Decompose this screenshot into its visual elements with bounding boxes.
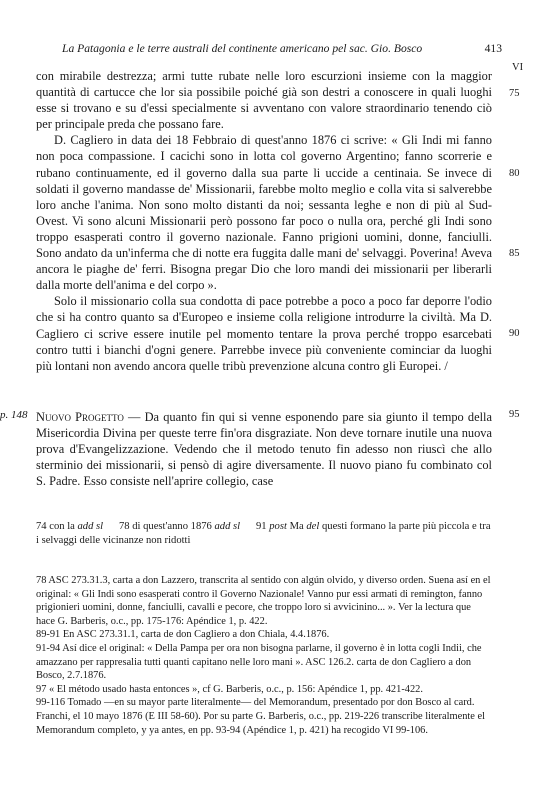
footnote: 99-116 Tomado —en su mayor parte literalmente— del Memorandum, presentado por don Bosco al card. Franchi, el 10 mayo 1876 (E III 58-60). Por su parte G. Barberis, o.c., pp. 219-226 transcribe literalmente el Memorandum completo, y ya antes, en pp. 93-94 (Apéndice 1, p. 421) ha recogido VI 99-106. — [36, 697, 485, 736]
main-text — [36, 68, 492, 374]
critical-apparatus — [36, 520, 492, 548]
apparatus-line-ref: 91 — [256, 521, 267, 532]
page-reference: p. 148 — [0, 409, 28, 421]
running-header — [62, 42, 502, 55]
paragraph: D. Cagliero in data dei 18 Febbraio di quest'anno 1876 ci scrive: « Gli Indi mi fanno non poca compassione. I cacichi sono in lotta col governo Argentino; fanno scorrerie e rubano continuamente, ed il governo dalla sua parte li uccide a centinaia. Se invece di soldati il governo mandasse de' Missionarii, farebbe molto meglio e colla vita si salverebbe loro anche l'anima. Non sono molto distanti da noi; sessanta leghe e non di più al Sud-Ovest. Vi sono alcuni Missionarii però possono far poco o nulla ora, perché gli Indi sono troppo esasperati contro il governo nazionale. Fanno prigioni uomini, donne, fanciulli. Sono andato da un'inferma che di notte era fuggita dalle mani de' selvaggi. Poverina! Aveva ancora le piaghe de' ferri. Bisogna pregar Dio che loro mandi dei missionarii per liberarli dalla morte dell'anima e del corpo ». — [36, 133, 492, 293]
footnote: 91-94 Así dice el original: « Della Pampa per ora non bisogna parlarne, il governo è in lotta cogli Indii, che amazzano per rappresalia tutti quanti capitano nelle loro mani ». ASC 126.2. carta de don Cagliero a don Bosco, 2.7.1876. — [36, 642, 482, 682]
paragraph: Solo il missionario colla sua condotta di pace potrebbe a poco a poco far deporre l'odio che si ha contro quanto sa d'Europeo e insieme colla religione introdurre la civiltà. Ma D. Cagliero ci scrive essere inutile pel momento tentare la prova perché troppo esarcebati contro tutti i bianchi d'ogni genere. Parrebbe invece più conveniente cominciar da luoghi più lontani non avendo ancora quelle tribù prevenzione alcuna contro gli Europei. / — [36, 294, 492, 373]
running-title: La Patagonia e le terre australi del continente americano pel sac. Gio. Bosco — [62, 42, 423, 55]
footnote: 89-91 En ASC 273.31.1, carta de don Cagliero a don Chiala, 4.4.1876. — [36, 629, 330, 641]
paragraph: con mirabile destrezza; armi tutte rubate nelle loro escurzioni insieme con la maggior quantità di cartucce che lor sia possibile poiché già son destri a conoscere in quali luoghi esse si trovano e su d'essi specialmente si avventano con valore straordinario tenendo ciò per principale preda che possano fare. — [36, 69, 492, 132]
apparatus-tag: add sl — [214, 521, 241, 532]
apparatus-tag: add sl — [77, 521, 104, 532]
line-number: 80 — [509, 168, 520, 179]
apparatus-text: Ma — [289, 521, 304, 532]
line-number: 90 — [509, 328, 520, 339]
page-number: 413 — [484, 42, 502, 55]
apparatus-line-ref: 74 — [36, 521, 47, 532]
apparatus-text: con la — [49, 521, 75, 532]
section-heading: Nuovo Progetto — [36, 410, 124, 424]
apparatus-line-ref: 78 — [119, 521, 130, 532]
apparatus-tag: del — [306, 521, 320, 532]
line-number: 95 — [509, 409, 520, 420]
footnotes — [36, 574, 492, 737]
footnote: 78 ASC 273.31.3, carta a don Lazzero, transcrita al sentido con algún olvido, y diverso orden. Suena así en el original: « Gli Indi sono esasperati contro il Governo Nazionale! Vanno pur essi armati di remington, fanno prigionieri uomini, donne, fanciulli, cavalli e pecore, che troppo loro si avvicinino... ». Ver la lectura que hace G. Barberis, o.c., pp. 175-176: Apéndice 1, p. 422. — [36, 575, 491, 627]
apparatus-text: di quest'anno 1876 — [132, 521, 212, 532]
line-number: 75 — [509, 88, 520, 99]
apparatus-tag: post — [269, 521, 287, 532]
line-number: 85 — [509, 248, 520, 259]
apparatus-text: questi formano la parte più piccola e tra i selvaggi delle vicinanze non ridotti — [36, 521, 491, 546]
footnote: 97 « El método usado hasta entonces », cf G. Barberis, o.c., p. 156: Apéndice 1, pp. 421-422. — [36, 683, 423, 695]
paragraph: — Da quanto fin qui si venne esponendo pare sia giunto il tempo della Misericordia Divina per queste terre fin'ora disgraziate. Non deve tornare inutile una nuova prova d'Evangelizzazione. Vedendo che il metodo tenuto fin adesso non riuscì che allo sterminio dei missionarii, si pensò di agire diversamente. Il nuovo piano fu combinato col S. Padre. Esso consiste nell'aprire collegio, case — [36, 410, 492, 489]
main-text-section — [36, 409, 492, 489]
chapter-number: VI — [512, 62, 524, 73]
